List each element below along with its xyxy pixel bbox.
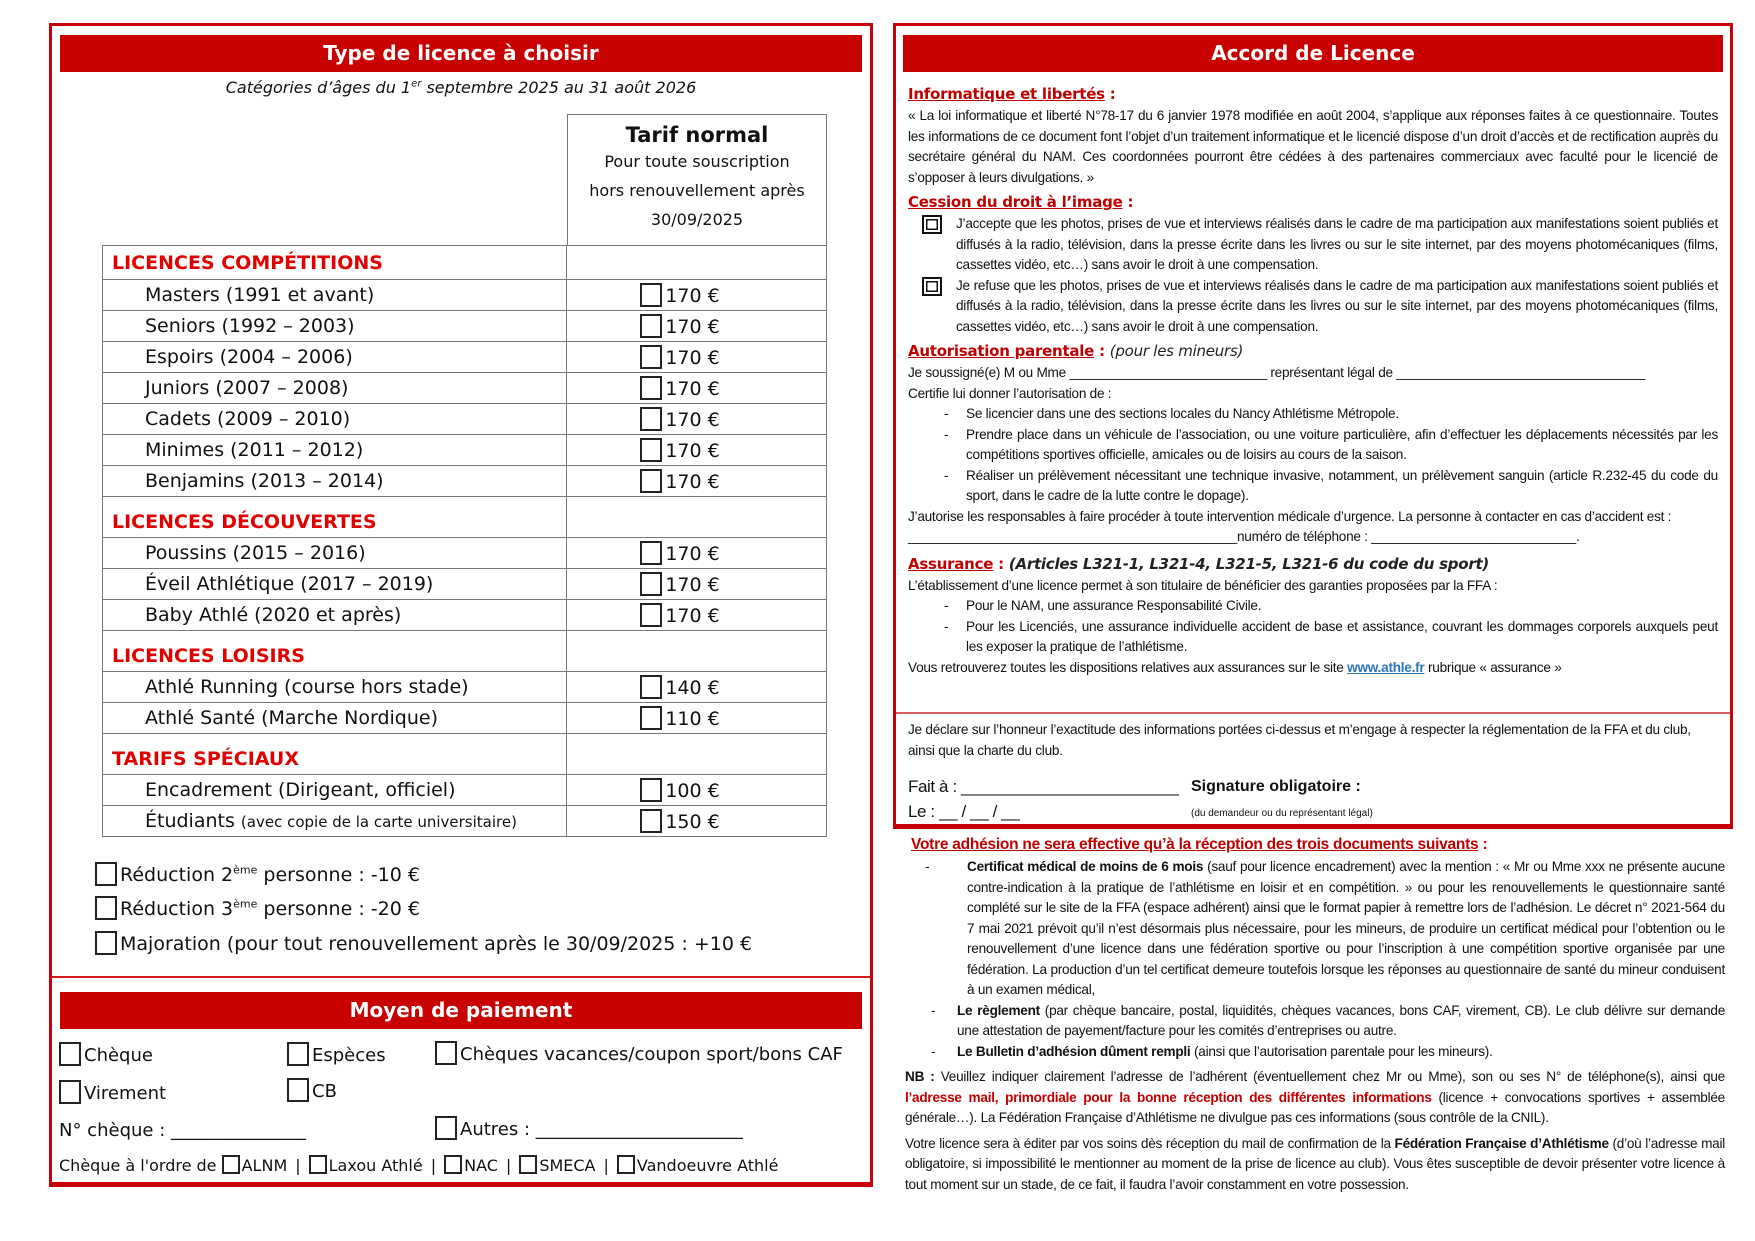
licence-name: Espoirs (2004 – 2006) bbox=[103, 342, 567, 373]
adjustment-checkbox[interactable] bbox=[95, 896, 117, 920]
final-note: Votre licence sera à éditer par vos soins dès réception du mail de confirmation de la Fédération Française d’Athlétisme (d’où l’adresse mail obligatoire, si impossibilité le mentionner au moment de la prise de licence au club). Vous êtes susceptible de devoir présenter votre licence à tout moment sur un stade, de ce fait, il faudra l’avoir constamment en votre possession. bbox=[905, 1135, 1726, 1192]
informatique-text: « La loi informatique et liberté N°78-17 du 6 janvier 1978 modifiée en août 2004, s’applique aux réponses faites à ce questionnaire. Toutes les informations de ce document font l’objet d’un traitement informatique et le licencié dispose d’un droit d’accès et de rectification auprès du secrétaire général du NAM. Ces coordonnées pourront être cédées à des partenaires commerciaux avec faculté pour le licencié de s’opposer à leurs divulgations. » bbox=[908, 108, 1718, 185]
list-item: - Le règlement (par chèque bancaire, postal, liquidités, chèques vacances, bons CAF, virement, CB). Le club délivre sur demande une attestation de payement/facture pour les comités d’entreprises ou autre. bbox=[931, 1001, 1725, 1042]
licence-type-title: Type de licence à choisir bbox=[60, 35, 862, 72]
fait-a-field[interactable]: Fait à : ________________________ bbox=[908, 777, 1179, 796]
image-rights-heading: Cession du droit à l’image : bbox=[908, 193, 1134, 211]
table-row bbox=[103, 775, 827, 806]
adjustment-second-person: Réduction 2ème personne : -10 € bbox=[95, 862, 420, 886]
licence-price: 110 € bbox=[665, 708, 720, 730]
table-row bbox=[103, 373, 827, 404]
licence-type-panel bbox=[49, 23, 873, 1187]
parental-certify: Certifie lui donner l’autorisation de : bbox=[908, 385, 1112, 401]
image-accept-checkbox[interactable] bbox=[922, 215, 942, 234]
order-checkbox-laxou[interactable] bbox=[309, 1155, 327, 1174]
table-row bbox=[103, 600, 827, 631]
required-documents bbox=[905, 833, 1725, 1195]
table-row bbox=[103, 672, 827, 703]
signature-title: Signature obligatoire : bbox=[1191, 778, 1361, 795]
payment-checkbox[interactable] bbox=[59, 1042, 81, 1066]
payment-checkbox[interactable] bbox=[59, 1080, 81, 1104]
tarif-line: Pour toute souscription bbox=[604, 152, 790, 171]
licence-checkbox[interactable] bbox=[640, 376, 662, 400]
category-label: LICENCES COMPÉTITIONS bbox=[103, 246, 567, 280]
urgence-text: J’autorise les responsables à faire procéder à toute intervention médicale d’urgence. La personne à contacter en cas d’accident est : bbox=[908, 508, 1672, 524]
order-checkbox-vandoeuvre[interactable] bbox=[617, 1155, 635, 1174]
age-category-caption: Catégories d’âges du 1er septembre 2025 au 31 août 2026 bbox=[225, 78, 697, 97]
licence-checkbox[interactable] bbox=[640, 541, 662, 565]
nb-note: NB : Veuillez indiquer clairement l’adresse de l’adhérent (éventuellement chez Mr ou Mme), son ou ses N° de téléphone(s), ainsi que l’adresse mail, primordiale pour la bonne réception des différentes informations (licence + convocations sportives + assemblée générale…). La Fédération Française d’Athlétisme ne divulgue pas ces informations (sous contrôle de la CNIL). bbox=[905, 1069, 1725, 1125]
licence-price: 170 € bbox=[665, 543, 720, 565]
table-row bbox=[103, 435, 827, 466]
category-label: LICENCES DÉCOUVERTES bbox=[103, 497, 567, 538]
list-item: - Pour le NAM, une assurance Responsabilité Civile. bbox=[944, 596, 1718, 617]
licence-checkbox[interactable] bbox=[640, 572, 662, 596]
tarif-line: 30/09/2025 bbox=[650, 210, 744, 229]
licence-price: 170 € bbox=[665, 440, 720, 462]
signature-note: (du demandeur ou du représentant légal) bbox=[1191, 808, 1373, 819]
licence-table bbox=[102, 245, 827, 837]
licence-checkbox[interactable] bbox=[640, 675, 662, 699]
licence-name: Benjamins (2013 – 2014) bbox=[103, 466, 567, 497]
category-row bbox=[103, 734, 827, 775]
licence-price: 150 € bbox=[665, 811, 720, 833]
declaration-divider bbox=[896, 712, 1730, 714]
payment-checkbox[interactable] bbox=[435, 1041, 457, 1065]
other-field[interactable]: Autres : _______________________ bbox=[460, 1119, 743, 1140]
adjustment-majoration: Majoration (pour tout renouvellement après le 30/09/2025 : +10 € bbox=[95, 931, 752, 955]
licence-checkbox[interactable] bbox=[640, 778, 662, 802]
licence-name: Étudiants (avec copie de la carte universitaire) bbox=[103, 806, 567, 837]
image-refuse-text: Je refuse que les photos, prises de vue et interviews réalisés dans le cadre de ma participation aux manifestations soient publiés et diffusés à la radio, télévision, dans la presse écrite dans les livres ou sur le site internet, par des moyens photomécaniques (films, cassettes vidéo, etc…) sans avoir le droit à une compensation. bbox=[956, 277, 1718, 334]
table-row bbox=[103, 569, 827, 600]
licence-checkbox[interactable] bbox=[640, 407, 662, 431]
licence-price: 170 € bbox=[665, 347, 720, 369]
payment-cheque: Chèque bbox=[59, 1042, 153, 1066]
list-item: - Réaliser un prélèvement nécessitant une technique invasive, notamment, un prélèvement sanguin (article R.232-45 du code du sport, dans le cadre de la lutte contre le dopage). bbox=[944, 466, 1718, 507]
licence-agreement-title: Accord de Licence bbox=[903, 35, 1723, 72]
licence-price: 170 € bbox=[665, 316, 720, 338]
licence-checkbox[interactable] bbox=[640, 345, 662, 369]
licence-name: Masters (1991 et avant) bbox=[103, 280, 567, 311]
licence-price: 170 € bbox=[665, 378, 720, 400]
agreement-body bbox=[908, 80, 1718, 678]
licence-name: Seniors (1992 – 2003) bbox=[103, 311, 567, 342]
licence-price: 140 € bbox=[665, 677, 720, 699]
adjustment-checkbox[interactable] bbox=[95, 931, 117, 955]
parental-items bbox=[908, 404, 1718, 507]
licence-checkbox[interactable] bbox=[640, 438, 662, 462]
licence-price: 170 € bbox=[665, 574, 720, 596]
licence-checkbox[interactable] bbox=[640, 603, 662, 627]
list-item: - Prendre place dans un véhicule de l’association, ou une voiture particulière, afin d’effectuer les déplacements nécessités par les compétitions sportives officielle, amicales ou de loisirs au cours de la saison. bbox=[944, 425, 1718, 466]
table-row bbox=[103, 538, 827, 569]
image-accept-option bbox=[922, 214, 1718, 276]
licence-price: 170 € bbox=[665, 409, 720, 431]
licence-name: Juniors (2007 – 2008) bbox=[103, 373, 567, 404]
licence-name: Encadrement (Dirigeant, officiel) bbox=[103, 775, 567, 806]
declaration-text: Je déclare sur l’honneur l’exactitude des informations portées ci-dessus et m’engage à respecter la réglementation de la FFA et du club, ainsi que la charte du club. bbox=[908, 722, 1691, 758]
licence-checkbox[interactable] bbox=[640, 469, 662, 493]
payment-title: Moyen de paiement bbox=[60, 992, 862, 1029]
payment-checkbox[interactable] bbox=[287, 1078, 309, 1102]
assurance-site: Vous retrouverez toutes les dispositions relatives aux assurances sur le site www.athle.fr rubrique « assurance » bbox=[908, 659, 1562, 675]
athle-link[interactable]: www.athle.fr bbox=[1347, 659, 1425, 675]
order-checkbox-nac[interactable] bbox=[444, 1155, 462, 1174]
tarif-title: Tarif normal bbox=[625, 123, 769, 147]
emergency-contact-line[interactable]: _____________________________________________numéro de téléphone : ____________________________. bbox=[908, 529, 1580, 544]
cheque-number-field[interactable]: N° chèque : _______________ bbox=[59, 1120, 306, 1141]
adjustment-third-person: Réduction 3ème personne : -20 € bbox=[95, 896, 420, 920]
licence-name: Minimes (2011 – 2012) bbox=[103, 435, 567, 466]
licence-name: Athlé Running (course hors stade) bbox=[103, 672, 567, 703]
category-row bbox=[103, 246, 827, 280]
licence-agreement-panel bbox=[893, 23, 1733, 829]
table-row bbox=[103, 466, 827, 497]
licence-checkbox[interactable] bbox=[640, 706, 662, 730]
tarif-line: hors renouvellement après bbox=[589, 181, 805, 200]
licence-checkbox[interactable] bbox=[640, 809, 662, 833]
image-refuse-option bbox=[922, 276, 1718, 338]
table-row bbox=[103, 806, 827, 837]
order-checkbox-smeca[interactable] bbox=[519, 1155, 537, 1174]
table-row bbox=[103, 342, 827, 373]
category-row bbox=[103, 497, 827, 538]
list-item: - Se licencier dans une des sections locales du Nancy Athlétisme Métropole. bbox=[944, 404, 1718, 425]
licence-name: Éveil Athlétique (2017 – 2019) bbox=[103, 569, 567, 600]
date-field[interactable]: Le : __ / __ / __ bbox=[908, 802, 1020, 821]
parental-heading: Autorisation parentale : (pour les mineurs) bbox=[908, 342, 1244, 360]
licence-name: Poussins (2015 – 2016) bbox=[103, 538, 567, 569]
list-item: - Le Bulletin d’adhésion dûment rempli (ainsi que l’autorisation parentale pour les mineurs). bbox=[931, 1042, 1725, 1063]
parent-name-line[interactable]: Je soussigné(e) M ou Mme ___________________________ représentant légal de __________________________________ bbox=[908, 365, 1645, 380]
licence-price: 100 € bbox=[665, 780, 720, 802]
licence-name: Cadets (2009 – 2010) bbox=[103, 404, 567, 435]
payment-cb: CB bbox=[287, 1078, 337, 1102]
licence-checkbox[interactable] bbox=[640, 314, 662, 338]
cheque-order: Chèque à l'ordre de ALNM | Laxou Athlé | NAC | SMECA | Vandoeuvre Athlé bbox=[59, 1156, 779, 1175]
category-label: TARIFS SPÉCIAUX bbox=[103, 734, 567, 775]
image-accept-text: J’accepte que les photos, prises de vue et interviews réalisés dans le cadre de ma participation aux manifestations soient publiés et diffusés à la radio, télévision, dans la presse écrite dans les livres ou sur le site internet, par des moyens photomécaniques (films, cassettes vidéo, etc…) sans avoir le droit à une compensation. bbox=[956, 216, 1718, 272]
image-refuse-checkbox[interactable] bbox=[922, 277, 942, 296]
table-row bbox=[103, 311, 827, 342]
informatique-heading: Informatique et libertés : bbox=[908, 85, 1116, 103]
licence-checkbox[interactable] bbox=[640, 283, 662, 307]
documents-heading: Votre adhésion ne sera effective qu’à la réception des trois documents suivants : bbox=[911, 836, 1488, 853]
table-row bbox=[103, 280, 827, 311]
payment-virement: Virement bbox=[59, 1080, 166, 1104]
payment-cheques-vacances: Chèques vacances/coupon sport/bons CAF bbox=[435, 1041, 843, 1065]
licence-name: Athlé Santé (Marche Nordique) bbox=[103, 703, 567, 734]
licence-price: 170 € bbox=[665, 285, 720, 307]
adjustment-checkbox[interactable] bbox=[95, 862, 117, 886]
table-row bbox=[103, 404, 827, 435]
section-divider bbox=[52, 976, 870, 978]
payment-checkbox[interactable] bbox=[287, 1042, 309, 1066]
payment-other bbox=[435, 1116, 743, 1140]
table-row bbox=[103, 703, 827, 734]
assurance-heading: Assurance : (Articles L321-1, L321-4, L321-5, L321-6 du code du sport) bbox=[908, 554, 1490, 573]
category-row bbox=[103, 631, 827, 672]
tarif-normal-header bbox=[567, 114, 827, 245]
assurance-items bbox=[908, 596, 1718, 658]
cheque-order-label: Chèque à l'ordre de bbox=[59, 1156, 222, 1175]
assurance-intro: L’établissement d’une licence permet à son titulaire de bénéficier des garanties proposées par la FFA : bbox=[908, 577, 1498, 593]
payment-checkbox[interactable] bbox=[435, 1116, 457, 1140]
category-label: LICENCES LOISIRS bbox=[103, 631, 567, 672]
order-checkbox-alnm[interactable] bbox=[222, 1155, 240, 1174]
licence-name: Baby Athlé (2020 et après) bbox=[103, 600, 567, 631]
licence-note: (avec copie de la carte universitaire) bbox=[240, 813, 517, 831]
licence-price: 170 € bbox=[665, 605, 720, 627]
payment-especes: Espèces bbox=[287, 1042, 386, 1066]
list-item: - Pour les Licenciés, une assurance individuelle accident de base et assistance, couvrant les dommages corporels auxquels peut les exposer la pratique de l’athlétisme. bbox=[944, 617, 1718, 658]
licence-price: 170 € bbox=[665, 471, 720, 493]
documents-list bbox=[905, 857, 1725, 1062]
list-item: - Certificat médical de moins de 6 mois (sauf pour licence encadrement) avec la mention : « Mr ou Mme xxx ne présente aucune contre-indication à la pratique de l’athlétisme en loisir et en compétition. » ou pour les renouvellements le questionnaire santé complété sur le site de la FFA (espace adhérent) ainsi que le format papier à remettre lors de l’adhésion. Le décret n° 2021-564 du 7 mai 2021 prévoit qu’il n’est désormais plus nécessaire, pour les mineurs, de produire un certificat médical pour l’obtention ou le renouvellement d’une licence dans une fédération sportive ou pour l’inscription à une compétition sportive organisée par une fédération. La production d’un tel certificat demeure toutefois lorsque les réponses au questionnaire de santé du mineur conduisent à un examen médical, bbox=[925, 857, 1725, 1001]
